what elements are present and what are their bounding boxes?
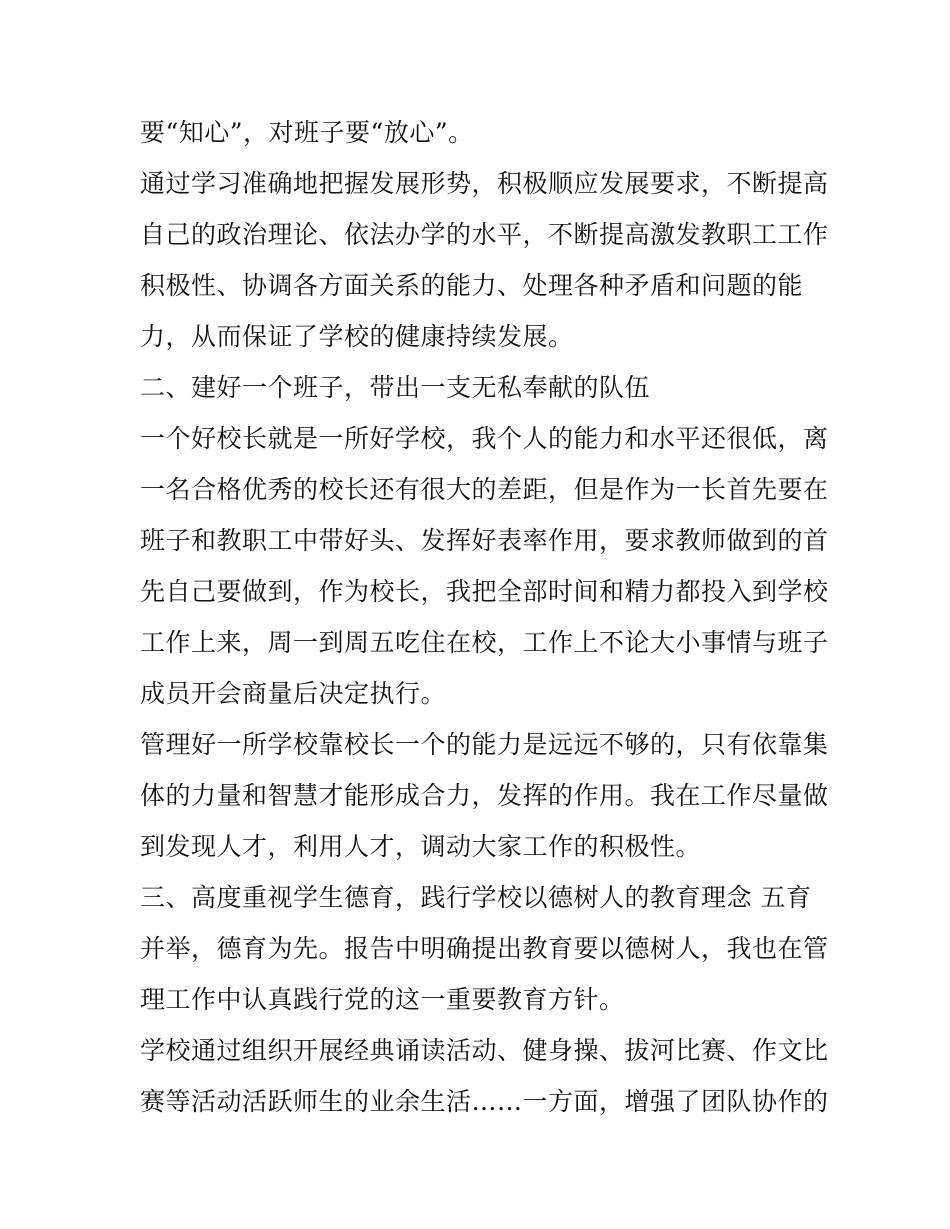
text-line: 理工作中认真践行党的这一重要教育方针。 [140, 985, 625, 1014]
section-heading-2: 二、建好一个班子，带出一支无私奉献的队伍 [140, 373, 651, 402]
text-line: 通过学习准确地把握发展形势，积极顺应发展要求，不断提高 [140, 169, 829, 198]
text-line: 要“知心”，对班子要“放心”。 [140, 118, 474, 147]
text-line: 力，从而保证了学校的健康持续发展。 [140, 322, 574, 351]
text-line: 班子和教职工中带好头、发挥好表率作用，要求教师做到的首 [140, 526, 829, 555]
text-line: 成员开会商量后决定执行。 [140, 679, 447, 708]
text-line: 管理好一所学校靠校长一个的能力是远远不够的，只有依靠集 [140, 730, 829, 759]
text-line: 先自己要做到，作为校长，我把全部时间和精力都投入到学校 [140, 577, 829, 606]
text-line: 学校通过组织开展经典诵读活动、健身操、拔河比赛、作文比 [140, 1036, 829, 1065]
document-body [140, 107, 830, 1127]
text-line: 一名合格优秀的校长还有很大的差距，但是作为一长首先要在 [140, 475, 829, 504]
text-line: 并举，德育为先。报告中明确提出教育要以德树人，我也在管 [140, 934, 829, 963]
section-heading-3: 三、高度重视学生德育，践行学校以德树人的教育理念 五育 [140, 883, 812, 912]
text-line: 体的力量和智慧才能形成合力，发挥的作用。我在工作尽量做 [140, 781, 829, 810]
text-line: 积极性、协调各方面关系的能力、处理各种矛盾和问题的能 [140, 271, 804, 300]
text-line: 一个好校长就是一所好学校，我个人的能力和水平还很低，离 [140, 424, 829, 453]
text-line: 赛等活动活跃师生的业余生活……一方面，增强了团队协作的 [140, 1087, 829, 1116]
text-line: 工作上来，周一到周五吃住在校，工作上不论大小事情与班子 [140, 628, 829, 657]
text-line: 到发现人才，利用人才，调动大家工作的积极性。 [140, 832, 702, 861]
text-line: 自己的政治理论、依法办学的水平，不断提高激发教职工工作 [140, 220, 829, 249]
